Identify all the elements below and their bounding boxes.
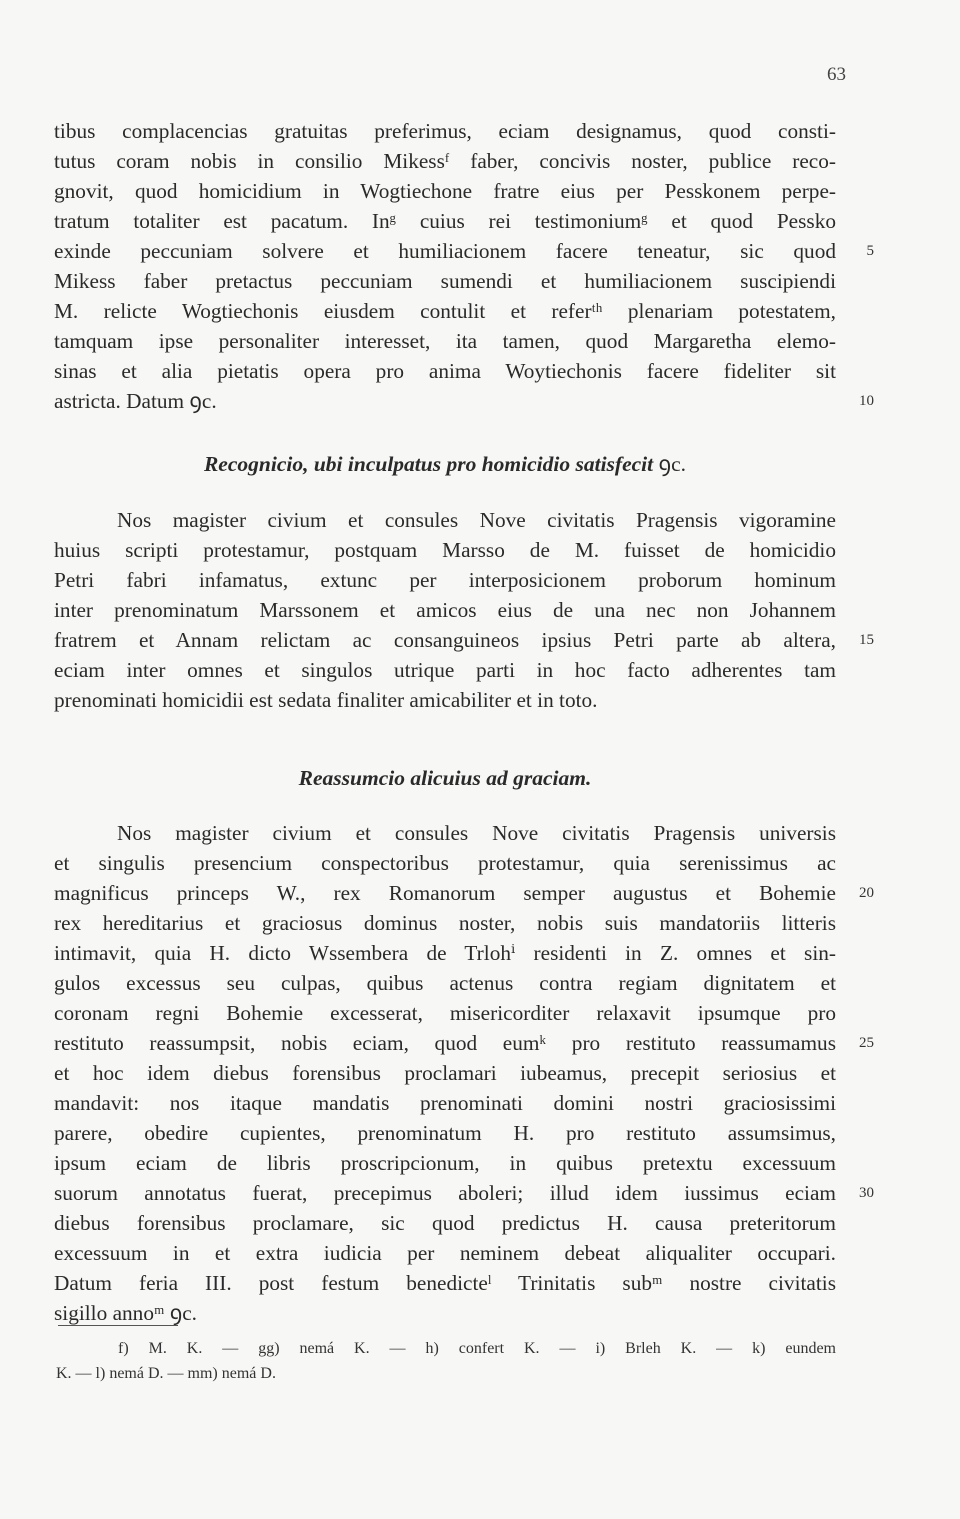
footnote-line: K. — l) nemá D. — mm) nemá D.: [56, 1365, 276, 1382]
text-line: diebus forensibus proclamare, sic quod predictus H. causa preteritorum: [54, 1211, 836, 1235]
heading-tail: ꝯc.: [653, 452, 687, 476]
text-line: exinde peccuniam solvere et humiliacionem facere teneatur, sic quod: [54, 239, 836, 263]
text-line: Petri fabri infamatus, extunc per interposicionem proborum hominum: [54, 568, 836, 592]
text-line: sinas et alia pietatis opera pro anima Woytiechonis facere fideliter sit: [54, 359, 836, 383]
text-line: Datum feria III. post festum benedicteˡ Trinitatis subᵐ nostre civitatis: [54, 1271, 836, 1295]
line-number: 25: [859, 1035, 874, 1051]
text-line: inter prenominatum Marssonem et amicos eius de una nec non Johannem: [54, 598, 836, 622]
text-line: huius scripti protestamur, postquam Marsso de M. fuisset de homicidio: [54, 538, 836, 562]
text-line: excessuum in et extra iudicia per neminem debeat aliqualiter occupari.: [54, 1241, 836, 1265]
text-line: magnificus princeps W., rex Romanorum semper augustus et Bohemie: [54, 881, 836, 905]
heading-text: Reassumcio alicuius ad graciam.: [298, 766, 592, 790]
text-line: rex hereditarius et graciosus dominus noster, nobis suis mandatoriis litteris: [54, 911, 836, 935]
text-line: eciam inter omnes et singulos utrique parti in hoc facto adherentes tam: [54, 658, 836, 682]
text-line: Mikess faber pretactus peccuniam sumendi et humiliacionem suscipiendi: [54, 269, 836, 293]
text-line: fratrem et Annam relictam ac consanguineos ipsius Petri parte ab altera,: [54, 628, 836, 652]
heading-text: Recognicio, ubi inculpatus pro homicidio satisfecit: [203, 452, 654, 476]
text-line: et singulis presencium conspectoribus protestamur, quia serenissimus ac: [54, 851, 836, 875]
text-line: Nos magister civium et consules Nove civitatis Pragensis universis: [117, 821, 836, 845]
text-line: suorum annotatus fuerat, precepimus aboleri; illud idem iussimus eciam: [54, 1181, 836, 1205]
text-line: coronam regni Bohemie excesserat, misericorditer relaxavit ipsumque pro: [54, 1001, 836, 1025]
text-line: ipsum eciam de libris proscripcionum, in quibus pretextu excessuum: [54, 1151, 836, 1175]
text-line: gnovit, quod homicidium in Wogtiechone fratre eius per Pesskonem perpe-: [54, 179, 836, 203]
text-line: intimavit, quia H. dicto Wssembera de Trlohⁱ residenti in Z. omnes et sin-: [54, 941, 836, 965]
text-line: restituto reassumpsit, nobis eciam, quod eumᵏ pro restituto reassumamus: [54, 1031, 836, 1055]
line-number: 30: [859, 1185, 874, 1201]
line-number: 15: [859, 632, 874, 648]
page-number: 63: [827, 64, 846, 85]
line-number: 10: [859, 393, 874, 409]
section-heading-recognicio: [54, 448, 836, 480]
line-number: 20: [859, 885, 874, 901]
text-line: M. relicte Wogtiechonis eiusdem contulit et referᵗʰ plenariam potestatem,: [54, 299, 836, 323]
text-line: sigillo annoᵐ ꝯc.: [54, 1301, 197, 1325]
footnote-line: f) M. K. — gg) nemá K. — h) confert K. — i) Brleh K. — k) eundem: [118, 1340, 836, 1357]
text-line: mandavit: nos itaque mandatis prenominati domini nostri graciosissimi: [54, 1091, 836, 1115]
text-line: parere, obedire cupientes, prenominatum H. pro restituto assumsimus,: [54, 1121, 836, 1145]
section-heading-reassumcio: [54, 762, 836, 794]
text-line: astricta. Datum ꝯc.: [54, 389, 217, 413]
text-line: tratum totaliter est pacatum. Inᵍ cuius rei testimoniumᵍ et quod Pessko: [54, 209, 836, 233]
text-line: gulos excessus seu culpas, quibus actenus contra regiam dignitatem et: [54, 971, 836, 995]
text-line: Nos magister civium et consules Nove civitatis Pragensis vigoramine: [117, 508, 836, 532]
line-number: 5: [866, 243, 874, 259]
text-line: tutus coram nobis in consilio Mikessᶠ faber, concivis noster, publice reco-: [54, 149, 836, 173]
text-line: tibus complacencias gratuitas preferimus, eciam designamus, quod consti-: [54, 119, 836, 143]
footnote-divider: [58, 1325, 178, 1326]
text-line: et hoc idem diebus forensibus proclamari iubeamus, precepit seriosius et: [54, 1061, 836, 1085]
text-line: prenominati homicidii est sedata finaliter amicabiliter et in toto.: [54, 688, 598, 712]
text-line: tamquam ipse personaliter interesset, ita tamen, quod Margaretha elemo-: [54, 329, 836, 353]
